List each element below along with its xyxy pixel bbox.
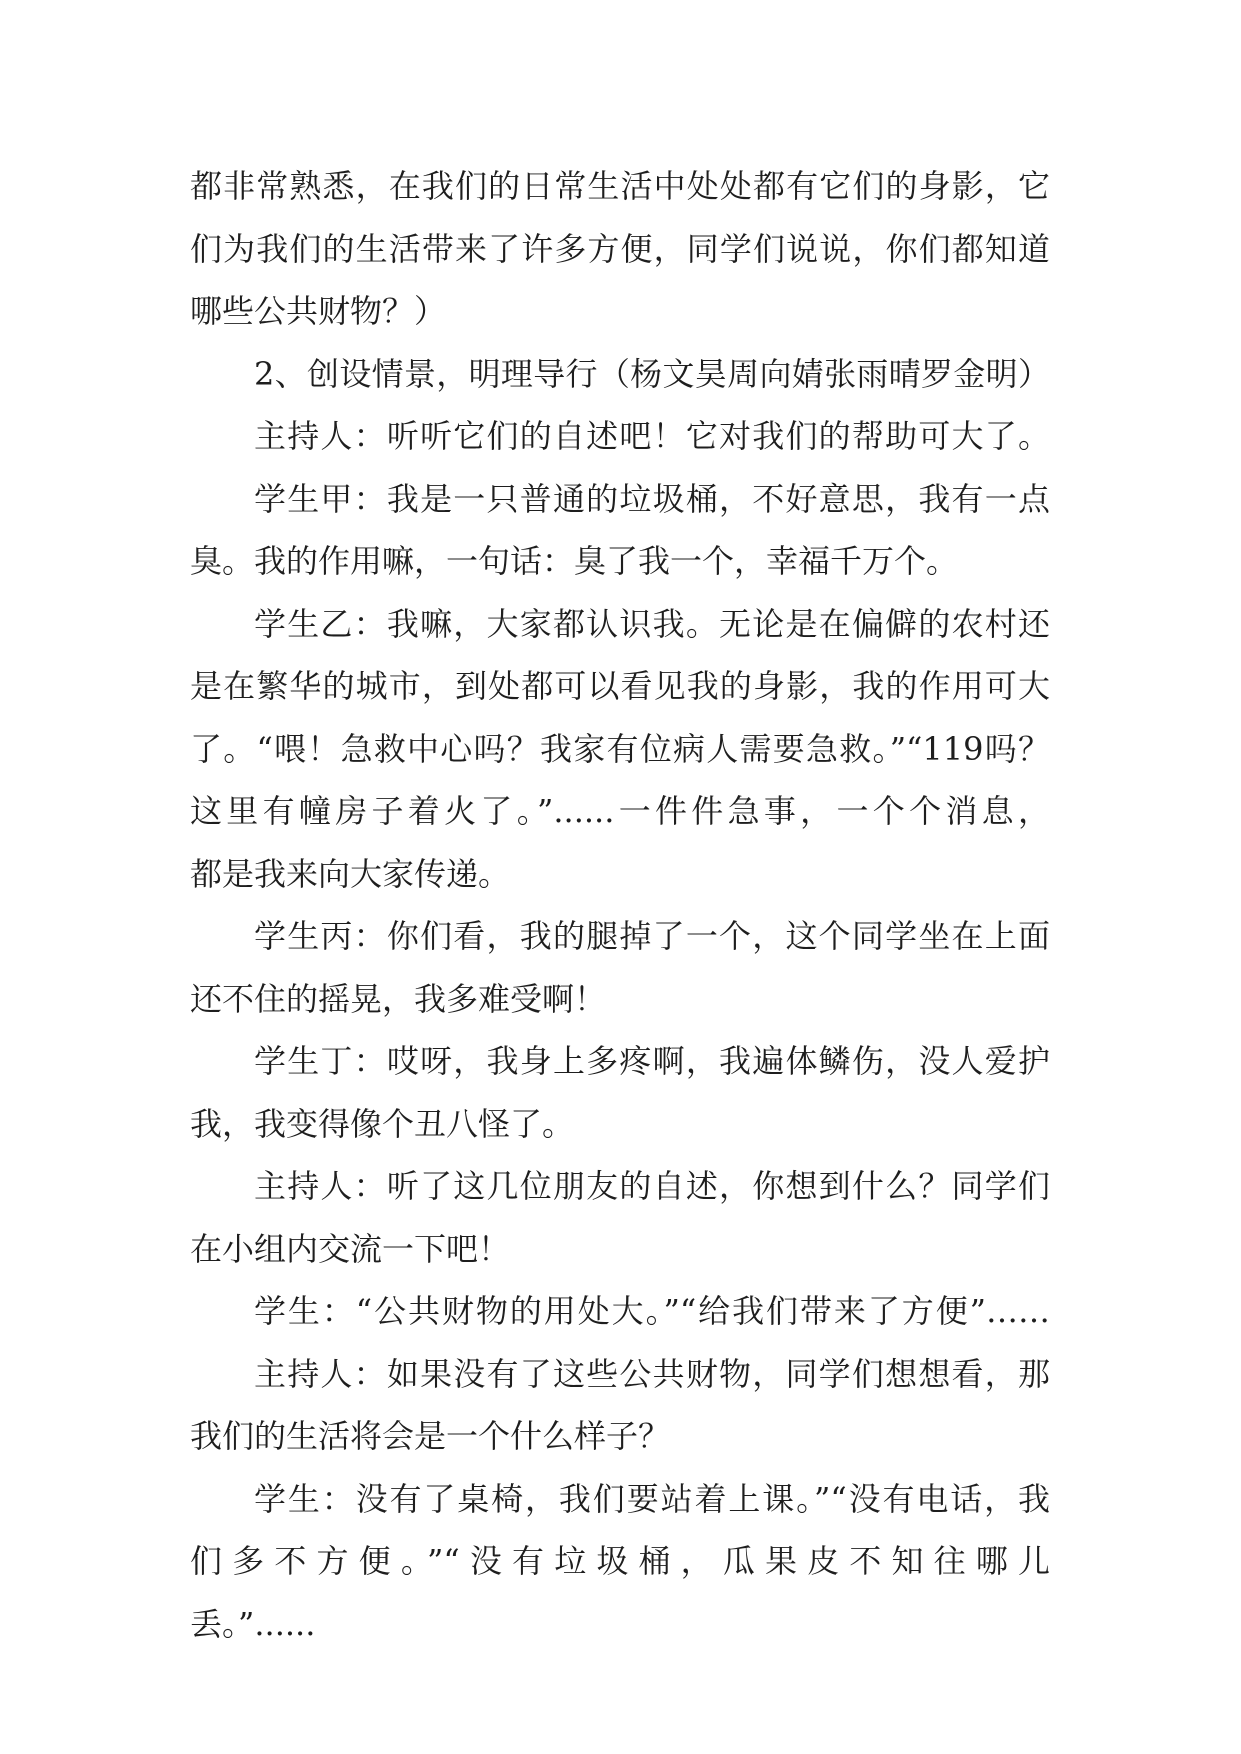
document-page [190,155,1050,1655]
body-text-line: 我，我变得像个丑八怪了。 [190,1104,575,1143]
body-text-line: 哪些公共财物？） [190,292,447,330]
body-text-line: 们为我们的生活带来了许多方便，同学们说说，你们都知道 [190,229,1050,268]
body-text-line: 还不住的摇晃，我多难受啊！ [190,979,607,1018]
section-heading: 2、创设情景，明理导行（杨文昊周向婧张雨晴罗金明） [254,354,1050,393]
paragraph-first-line: 学生乙：我嘛，大家都认识我。无论是在偏僻的农村还 [254,604,1050,643]
paragraph-first-line: 学生：“公共财物的用处大。”“给我们带来了方便”…… [254,1292,1050,1330]
body-text-line: 了。“喂！急救中心吗？我家有位病人需要急救。”“119吗？ [190,729,1050,768]
body-text-line: 这里有幢房子着火了。”......一件件急事，一个个消息， [190,792,1050,830]
paragraph-first-line: 主持人：听听它们的自述吧！它对我们的帮助可大了。 [254,417,1050,455]
body-text-line: 都非常熟悉，在我们的日常生活中处处都有它们的身影，它 [190,167,1050,205]
paragraph-first-line: 主持人：听了这几位朋友的自述，你想到什么？同学们 [254,1167,1050,1205]
paragraph-first-line: 学生丁：哎呀，我身上多疼啊，我遍体鳞伤，没人爱护 [254,1042,1050,1080]
paragraph-first-line: 学生：没有了桌椅，我们要站着上课。”“没有电话，我 [254,1479,1050,1518]
body-text-line: 我们的生活将会是一个什么样子？ [190,1417,671,1455]
body-text-line: 都是我来向大家传递。 [190,854,511,893]
body-text-line: 们多不方便。”“没有垃圾桶，瓜果皮不知往哪儿 [190,1542,1050,1580]
body-text-line: 丢。”...... [190,1604,316,1643]
body-text-line: 在小组内交流一下吧！ [190,1229,511,1268]
body-text-line: 是在繁华的城市，到处都可以看见我的身影，我的作用可大 [190,667,1050,705]
paragraph-first-line: 学生甲：我是一只普通的垃圾桶，不好意思，我有一点 [254,479,1050,518]
paragraph-first-line: 学生丙：你们看，我的腿掉了一个，这个同学坐在上面 [254,917,1050,955]
paragraph-first-line: 主持人：如果没有了这些公共财物，同学们想想看，那 [254,1354,1050,1393]
body-text-line: 臭。我的作用嘛，一句话：臭了我一个，幸福千万个。 [190,542,959,580]
